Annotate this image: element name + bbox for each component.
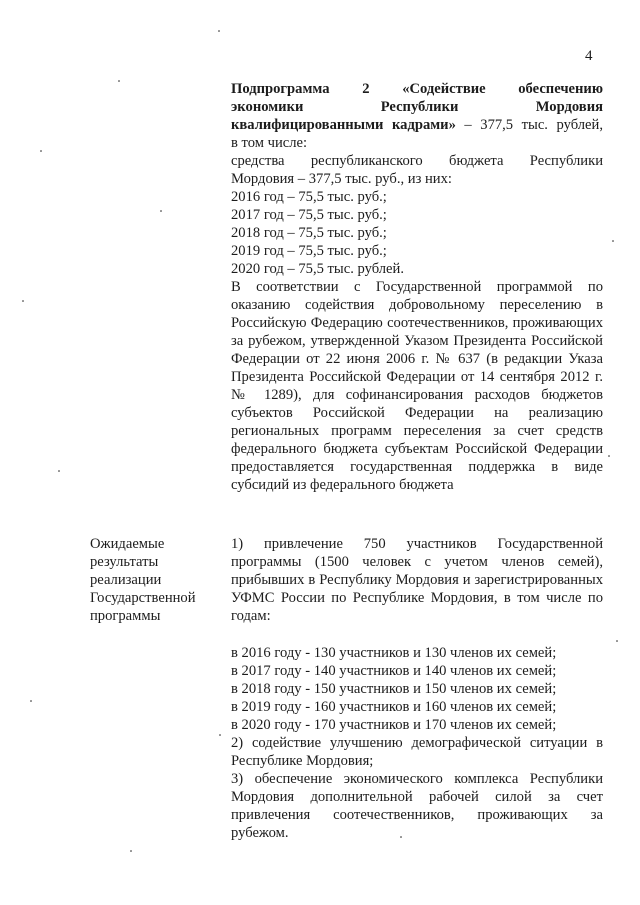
budget-line-2: Мордовия – 377,5 тыс. руб., из них: [231, 171, 452, 187]
federal-support-paragraph: В соответствии с Государственной программой по оказанию содействия добровольному переселению в Российскую Федерацию соотечественников, проживающих за рубежом, утвержденной Указом Президента Российской Федерации от 22 июня 2006 г. № 637 (в редакции Указа Президента Российской Федерации от 14 сентября 2012 г. № 1289), для софинансирования расходов бюджетов субъектов Российской Федерации на реализацию региональных программ переселения за счет средств федерального бюджета субъектам Российской Федерации предоставляется государственная поддержка в виде субсидий из федерального бюджета [231, 279, 603, 493]
subprogram-title-line-2: экономики Республики Мордовия [231, 99, 603, 115]
expected-results-label [90, 535, 215, 625]
scan-speck [612, 240, 614, 242]
result-year-2020: в 2020 году - 170 участников и 170 членов их семей; [231, 717, 557, 733]
result-item-2: 2) содействие улучшению демографической ситуации в Республике Мордовия; [231, 735, 603, 769]
page-number: 4 [585, 48, 593, 64]
budget-line-1: средства республиканского бюджета Республики [231, 153, 603, 169]
label-line-2: результаты [90, 554, 159, 570]
label-line-3: реализации [90, 572, 162, 588]
result-item-3: 3) обеспечение экономического комплекса Республики Мордовия дополнительной рабочей силой за счет привлечения соотечественников, проживающих за рубежом. [231, 771, 603, 841]
scan-speck [40, 150, 42, 152]
result-year-2018: в 2018 году - 150 участников и 150 членов их семей; [231, 681, 557, 697]
year-funding-2020: 2020 год – 75,5 тыс. рублей. [231, 261, 404, 277]
scan-speck [400, 836, 402, 838]
year-funding-2016: 2016 год – 75,5 тыс. руб.; [231, 189, 387, 205]
label-line-1: Ожидаемые [90, 536, 165, 552]
result-year-2017: в 2017 году - 140 участников и 140 членов их семей; [231, 663, 557, 679]
subprogram-block [231, 80, 603, 494]
result-year-2016: в 2016 году - 130 участников и 130 членов их семей; [231, 645, 557, 661]
year-funding-2018: 2018 год – 75,5 тыс. руб.; [231, 225, 387, 241]
spacer [231, 625, 603, 644]
expected-results-block [231, 535, 603, 842]
scan-speck [218, 30, 220, 32]
subprogram-title-line-3 [231, 116, 603, 134]
result-year-2019: в 2019 году - 160 участников и 160 членов их семей; [231, 699, 557, 715]
label-line-4: Государственной [90, 590, 196, 606]
scan-speck [118, 80, 120, 82]
scan-speck [58, 470, 60, 472]
subprogram-amount: – 377,5 тыс. рублей, [455, 117, 603, 133]
year-funding-2017: 2017 год – 75,5 тыс. руб.; [231, 207, 387, 223]
scan-speck [616, 640, 618, 642]
year-funding-2019: 2019 год – 75,5 тыс. руб.; [231, 243, 387, 259]
subprogram-title-bold: квалифицированными кадрами» [231, 117, 456, 133]
scan-speck [130, 850, 132, 852]
label-line-5: программы [90, 608, 161, 624]
scan-speck [160, 210, 162, 212]
scan-speck [30, 700, 32, 702]
subprogram-title-line-1: Подпрограмма 2 «Содействие обеспечению [231, 81, 603, 97]
result-item-1: 1) привлечение 750 участников Государственной программы (1500 человек с учетом членов семей), прибывших в Республику Мордовия и зарегистрированных УФМС России по Республике Мордовия, в том числе по годам: [231, 536, 603, 624]
scan-speck [219, 734, 221, 736]
scan-speck [22, 300, 24, 302]
scan-speck [608, 455, 610, 457]
subprogram-in-total: в том числе: [231, 135, 308, 151]
